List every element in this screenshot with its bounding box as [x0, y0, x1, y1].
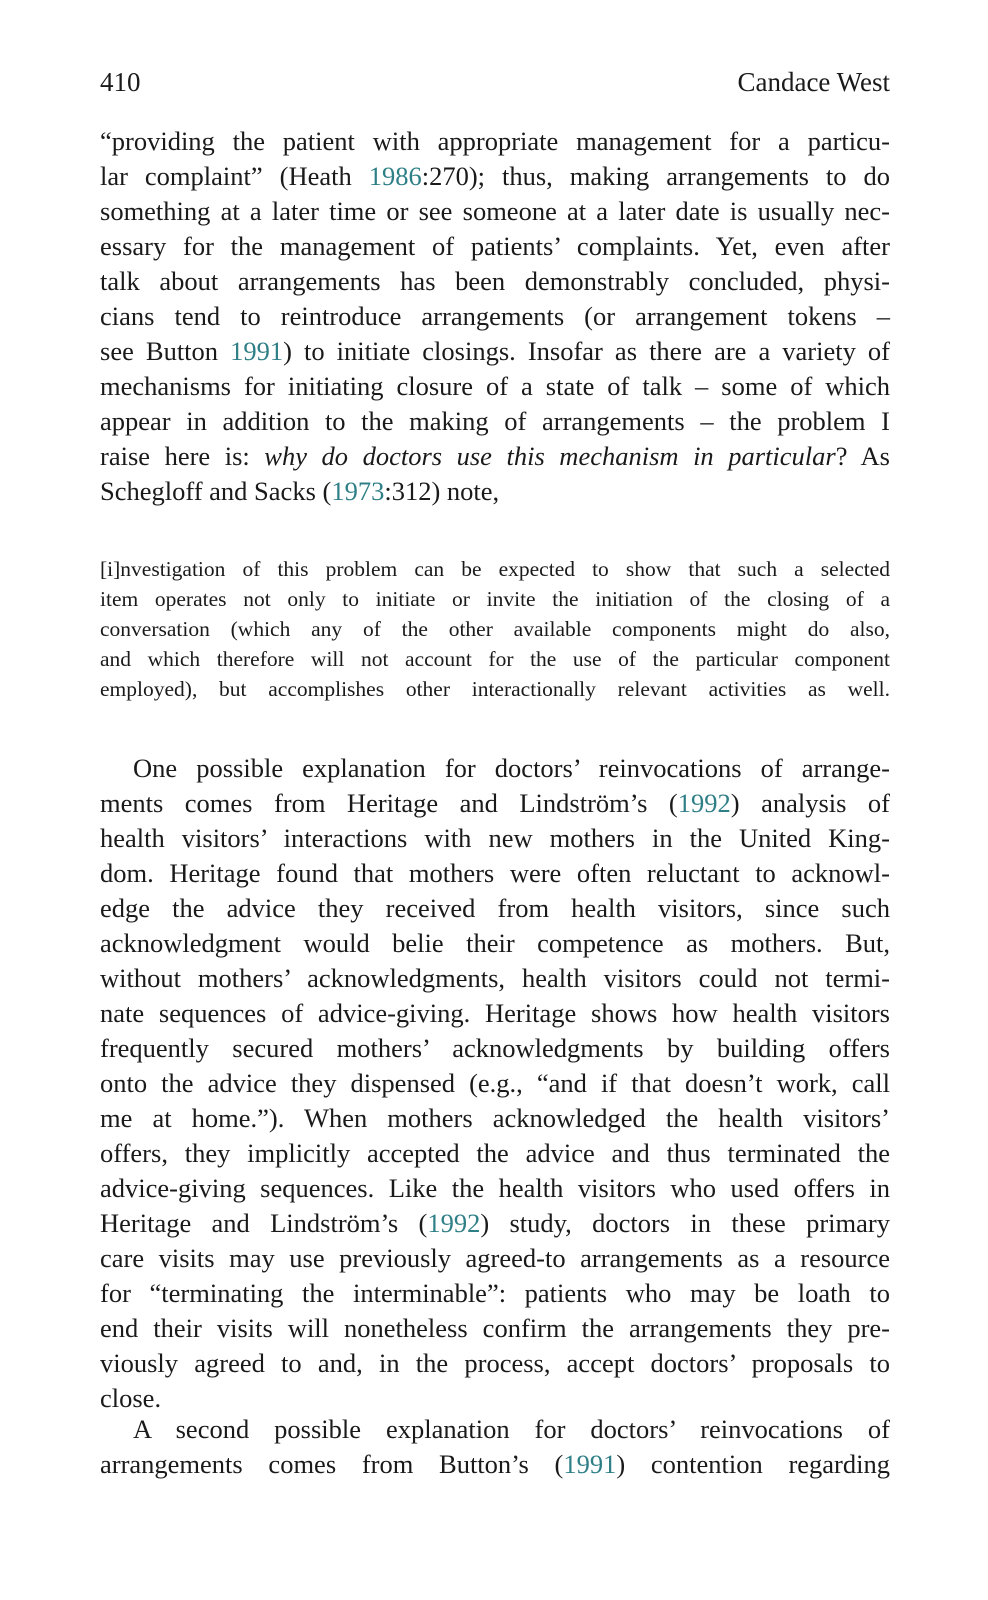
- text-line: advice-giving sequences. Like the health visitors who used offers in: [100, 1173, 890, 1203]
- text-line: raise here is: why do doctors use this mechanism in particular? As: [100, 441, 890, 471]
- text-line: nate sequences of advice-giving. Heritage shows how health visitors: [100, 998, 890, 1028]
- paragraph-3: [100, 1412, 890, 1482]
- text-line: frequently secured mothers’ acknowledgments by building offers: [100, 1033, 890, 1063]
- italic-question: why do doctors use this mechanism in particular: [264, 441, 836, 471]
- citation-link[interactable]: 1992: [677, 788, 731, 818]
- page-number: 410: [100, 67, 141, 97]
- text-line: edge the advice they received from health visitors, since such: [100, 893, 890, 923]
- citation-link[interactable]: 1991: [230, 336, 284, 366]
- text-line: Schegloff and Sacks (1973:312) note,: [100, 476, 500, 506]
- text-line: ments comes from Heritage and Lindström’s (1992) analysis of: [100, 788, 890, 818]
- text-line: viously agreed to and, in the process, accept doctors’ proposals to: [100, 1348, 890, 1378]
- running-head-author: Candace West: [737, 67, 890, 97]
- text-line: without mothers’ acknowledgments, health visitors could not termi-: [100, 963, 890, 993]
- text-line: care visits may use previously agreed-to arrangements as a resource: [100, 1243, 890, 1273]
- text-line: mechanisms for initiating closure of a state of talk – some of which: [100, 371, 890, 401]
- text-line: talk about arrangements has been demonstrably concluded, physi-: [100, 266, 890, 296]
- quote-line: [i]nvestigation of this problem can be expected to show that such a selected: [100, 557, 890, 581]
- text-line: me at home.”). When mothers acknowledged the health visitors’: [100, 1103, 890, 1133]
- citation-link[interactable]: 1992: [427, 1208, 481, 1238]
- quote-line: item operates not only to initiate or invite the initiation of the closing of a: [100, 587, 890, 611]
- text-line: cians tend to reintroduce arrangements (or arrangement tokens –: [100, 301, 890, 331]
- citation-link[interactable]: 1991: [563, 1449, 617, 1479]
- paragraph-1: [100, 124, 890, 509]
- text-line: One possible explanation for doctors’ reinvocations of arrange-: [133, 753, 890, 783]
- text-line: appear in addition to the making of arrangements – the problem I: [100, 406, 890, 436]
- text-line: end their visits will nonetheless confirm the arrangements they pre-: [100, 1313, 890, 1343]
- text-line: for “terminating the interminable”: patients who may be loath to: [100, 1278, 890, 1308]
- quote-line: conversation (which any of the other available components might do also,: [100, 617, 890, 641]
- block-quote: [100, 554, 890, 704]
- text-line: essary for the management of patients’ complaints. Yet, even after: [100, 231, 890, 261]
- text-line: acknowledgment would belie their competence as mothers. But,: [100, 928, 890, 958]
- text-line: health visitors’ interactions with new mothers in the United King-: [100, 823, 890, 853]
- citation-link[interactable]: 1973: [331, 476, 385, 506]
- text-line: A second possible explanation for doctors’ reinvocations of: [133, 1414, 890, 1444]
- text-line: see Button 1991) to initiate closings. Insofar as there are a variety of: [100, 336, 890, 366]
- citation-link[interactable]: 1986: [368, 161, 422, 191]
- text-line: onto the advice they dispensed (e.g., “and if that doesn’t work, call: [100, 1068, 890, 1098]
- page-header: [100, 62, 890, 102]
- text-line: arrangements comes from Button’s (1991) contention regarding: [100, 1449, 890, 1479]
- text-line: something at a later time or see someone at a later date is usually nec-: [100, 196, 890, 226]
- quote-line: and which therefore will not account for the use of the particular component: [100, 647, 890, 671]
- paragraph-2: [100, 751, 890, 1416]
- text-line: close.: [100, 1383, 162, 1413]
- text-line: lar complaint” (Heath 1986:270); thus, making arrangements to do: [100, 161, 890, 191]
- text-line: “providing the patient with appropriate management for a particu-: [100, 126, 890, 156]
- text-line: Heritage and Lindström’s (1992) study, doctors in these primary: [100, 1208, 890, 1238]
- quote-line: employed), but accomplishes other interactionally relevant activities as well.: [100, 677, 890, 701]
- text-line: dom. Heritage found that mothers were often reluctant to acknowl-: [100, 858, 890, 888]
- text-line: offers, they implicitly accepted the advice and thus terminated the: [100, 1138, 890, 1168]
